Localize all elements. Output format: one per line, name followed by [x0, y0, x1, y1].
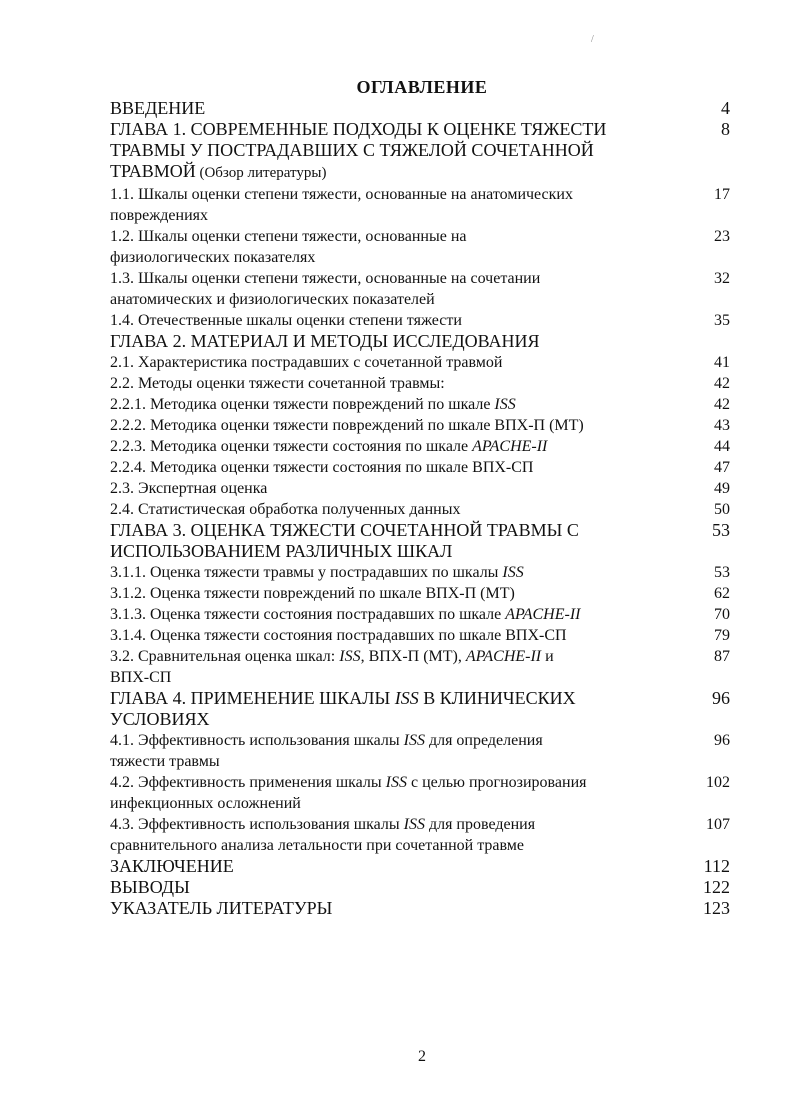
toc-entry-title: [110, 331, 670, 352]
entry-text-fragment: 1.2. Шкалы оценки степени тяжести, основанные на: [110, 228, 467, 245]
toc-entry-title: [110, 520, 670, 562]
italic-term: ISS: [502, 564, 524, 581]
page-number: 2: [418, 1048, 426, 1065]
toc-entry[interactable]: [110, 373, 730, 394]
toc-entry[interactable]: [110, 499, 730, 520]
toc-entry[interactable]: [110, 331, 730, 352]
entry-text-fragment: анатомических и физиологических показателей: [110, 291, 435, 308]
entry-text-fragment: 1.4. Отечественные шкалы оценки степени тяжести: [110, 312, 462, 329]
toc-entry[interactable]: [110, 520, 730, 562]
toc-entry[interactable]: [110, 646, 730, 688]
entry-text-fragment: ГЛАВА 3. ОЦЕНКА ТЯЖЕСТИ СОЧЕТАННОЙ ТРАВМЫ С: [110, 520, 579, 540]
toc-entry[interactable]: [110, 877, 730, 898]
entry-text-fragment: 2.4. Статистическая обработка полученных данных: [110, 501, 461, 518]
toc-page-number: 44: [714, 438, 730, 455]
entry-text-fragment: 1.3. Шкалы оценки степени тяжести, основанные на сочетании: [110, 270, 541, 287]
italic-term: ISS: [403, 732, 425, 749]
toc-entry-title: [110, 688, 670, 730]
toc-page-number: 8: [721, 119, 730, 139]
toc-entry[interactable]: [110, 688, 730, 730]
toc-page-number: 43: [714, 417, 730, 434]
entry-text-fragment: ВПХ-СП: [110, 669, 172, 686]
toc-page-number: 96: [712, 688, 730, 708]
toc-entry[interactable]: [110, 352, 730, 373]
toc-entry-title: [110, 373, 670, 394]
toc-entry-title: [110, 436, 670, 457]
toc-page-number: 96: [714, 732, 730, 749]
toc-page-number: 53: [714, 564, 730, 581]
toc-page-number: 87: [714, 648, 730, 665]
toc-entry-title: [110, 604, 670, 625]
toc-entry-title: [110, 646, 670, 688]
entry-text-fragment: , ВПХ-П (МТ),: [360, 648, 466, 665]
entry-text-fragment: ИСПОЛЬЗОВАНИЕМ РАЗЛИЧНЫХ ШКАЛ: [110, 541, 453, 561]
entry-text-fragment: 2.2.1. Методика оценки тяжести повреждений по шкале: [110, 396, 495, 413]
toc-entry[interactable]: [110, 98, 730, 119]
toc-entry[interactable]: [110, 457, 730, 478]
entry-text-fragment: 2.2.4. Методика оценки тяжести состояния по шкале ВПХ-СП: [110, 459, 534, 476]
entry-text-fragment: тяжести травмы: [110, 753, 220, 770]
toc-page-number: 102: [706, 774, 730, 791]
toc-entry[interactable]: [110, 730, 730, 772]
toc-page-number: 70: [714, 606, 730, 623]
toc-page-number: 62: [714, 585, 730, 602]
entry-text-fragment: (Обзор литературы): [195, 165, 327, 181]
entry-text-fragment: 3.2. Сравнительная оценка шкал:: [110, 648, 340, 665]
entry-text-fragment: 2.2. Методы оценки тяжести сочетанной травмы:: [110, 375, 445, 392]
entry-text-fragment: для определения: [424, 732, 543, 749]
entry-text-fragment: физиологических показателях: [110, 249, 316, 266]
entry-text-fragment: для проведения: [424, 816, 536, 833]
toc-entry[interactable]: [110, 625, 730, 646]
toc-entry-title: [110, 772, 670, 814]
toc-entry-title: [110, 268, 670, 310]
entry-text-fragment: В КЛИНИЧЕСКИХ: [418, 688, 576, 708]
toc-entry-title: [110, 98, 670, 119]
toc-entry-title: [110, 898, 670, 919]
toc-page-number: 42: [714, 396, 730, 413]
toc-page-number: 49: [714, 480, 730, 497]
toc-entry[interactable]: [110, 119, 730, 184]
toc-entry-title: [110, 119, 670, 184]
toc-entry-title: [110, 583, 670, 604]
toc-page-number: 32: [714, 270, 730, 287]
toc-page-number: 123: [703, 898, 730, 918]
entry-text-fragment: 3.1.1. Оценка тяжести травмы у пострадавших по шкалы: [110, 564, 503, 581]
toc-entry[interactable]: [110, 310, 730, 331]
toc-entry[interactable]: [110, 583, 730, 604]
toc-page-number: 23: [714, 228, 730, 245]
toc-entry-title: [110, 226, 670, 268]
italic-term: ISS: [403, 816, 425, 833]
page-title: ОГЛАВЛЕНИЕ: [356, 77, 488, 97]
entry-text-fragment: сравнительного анализа летальности при сочетанной травме: [110, 837, 525, 854]
toc-entry[interactable]: [110, 814, 730, 856]
toc-entry[interactable]: [110, 562, 730, 583]
scan-mark: /: [591, 34, 594, 45]
toc-entry[interactable]: [110, 415, 730, 436]
entry-text-fragment: 3.1.3. Оценка тяжести состояния пострадавших по шкале: [110, 606, 506, 623]
entry-text-fragment: с целью прогнозирования: [406, 774, 587, 791]
entry-text-fragment: повреждениях: [110, 207, 208, 224]
entry-text-fragment: 2.2.2. Методика оценки тяжести повреждений по шкале ВПХ-П (МТ): [110, 417, 584, 434]
toc-page-number: 41: [714, 354, 730, 371]
entry-text-fragment: 4.3. Эффективность использования шкалы: [110, 816, 404, 833]
entry-text-fragment: ГЛАВА 4. ПРИМЕНЕНИЕ ШКАЛЫ: [110, 688, 395, 708]
italic-term: ISS: [339, 648, 361, 665]
toc-entry-title: [110, 562, 670, 583]
entry-text-fragment: 4.1. Эффективность использования шкалы: [110, 732, 404, 749]
toc-entry[interactable]: [110, 184, 730, 226]
entry-text-fragment: 3.1.2. Оценка тяжести повреждений по шкале ВПХ-П (МТ): [110, 585, 515, 602]
toc-page-number: 42: [714, 375, 730, 392]
toc-entry[interactable]: [110, 478, 730, 499]
toc-page-number: 47: [714, 459, 730, 476]
toc-page-number: 17: [714, 186, 730, 203]
entry-text-fragment: УКАЗАТЕЛЬ ЛИТЕРАТУРЫ: [110, 898, 333, 918]
italic-term: APACHE-II: [472, 438, 548, 455]
entry-text-fragment: ВЫВОДЫ: [110, 877, 190, 897]
italic-term: ISS: [385, 774, 407, 791]
toc-entry-title: [110, 499, 670, 520]
entry-text-fragment: 2.3. Экспертная оценка: [110, 480, 268, 497]
toc-entry-title: [110, 856, 670, 877]
italic-term: APACHE-II: [505, 606, 581, 623]
toc-entry-title: [110, 877, 670, 898]
toc-page-number: 79: [714, 627, 730, 644]
toc-entry-title: [110, 478, 670, 499]
entry-text-fragment: ГЛАВА 1. СОВРЕМЕННЫЕ ПОДХОДЫ К ОЦЕНКЕ ТЯЖЕСТИ: [110, 119, 607, 139]
entry-text-fragment: ГЛАВА 2. МАТЕРИАЛ И МЕТОДЫ ИССЛЕДОВАНИЯ: [110, 331, 540, 351]
toc-entry[interactable]: [110, 436, 730, 457]
toc-page-number: 35: [714, 312, 730, 329]
toc-entry[interactable]: [110, 898, 730, 919]
toc-entry[interactable]: [110, 226, 730, 268]
toc-entry-title: [110, 394, 670, 415]
toc-entry[interactable]: [110, 772, 730, 814]
toc-entry[interactable]: [110, 856, 730, 877]
toc-page-number: 112: [703, 856, 730, 876]
entry-text-fragment: 2.1. Характеристика пострадавших с сочетанной травмой: [110, 354, 503, 371]
entry-text-fragment: и: [541, 648, 554, 665]
toc-page-number: 122: [703, 877, 730, 897]
entry-text-fragment: инфекционных осложнений: [110, 795, 301, 812]
toc-page-number: 107: [706, 816, 730, 833]
toc-page-number: 4: [721, 98, 730, 118]
entry-text-fragment: 1.1. Шкалы оценки степени тяжести, основанные на анатомических: [110, 186, 573, 203]
entry-text-fragment: 2.2.3. Методика оценки тяжести состояния по шкале: [110, 438, 473, 455]
toc-entry[interactable]: [110, 604, 730, 625]
toc-entry-title: [110, 352, 670, 373]
toc-entry-title: [110, 730, 670, 772]
toc-entry-title: [110, 184, 670, 226]
entry-text-fragment: УСЛОВИЯХ: [110, 709, 210, 729]
toc-entry[interactable]: [110, 268, 730, 310]
italic-term: ISS: [394, 688, 419, 708]
toc-page-number: 53: [712, 520, 730, 540]
toc-entry-title: [110, 814, 670, 856]
toc-entry-title: [110, 415, 670, 436]
italic-term: APACHE-II: [465, 648, 542, 665]
toc-entry-title: [110, 625, 670, 646]
entry-text-fragment: 4.2. Эффективность применения шкалы: [110, 774, 386, 791]
italic-term: ISS: [494, 396, 516, 413]
entry-text-fragment: 3.1.4. Оценка тяжести состояния пострадавших по шкале ВПХ-СП: [110, 627, 567, 644]
toc-entry[interactable]: [110, 394, 730, 415]
entry-text-fragment: ЗАКЛЮЧЕНИЕ: [110, 856, 234, 876]
toc-entry-title: [110, 310, 670, 331]
entry-text-fragment: ТРАВМЫ У ПОСТРАДАВШИХ С ТЯЖЕЛОЙ СОЧЕТАННОЙ: [110, 140, 594, 160]
entry-text-fragment: ВВЕДЕНИЕ: [110, 98, 206, 118]
table-of-contents: [110, 98, 730, 919]
entry-text-fragment: ТРАВМОЙ: [110, 161, 196, 181]
toc-entry-title: [110, 457, 670, 478]
toc-page-number: 50: [714, 501, 730, 518]
